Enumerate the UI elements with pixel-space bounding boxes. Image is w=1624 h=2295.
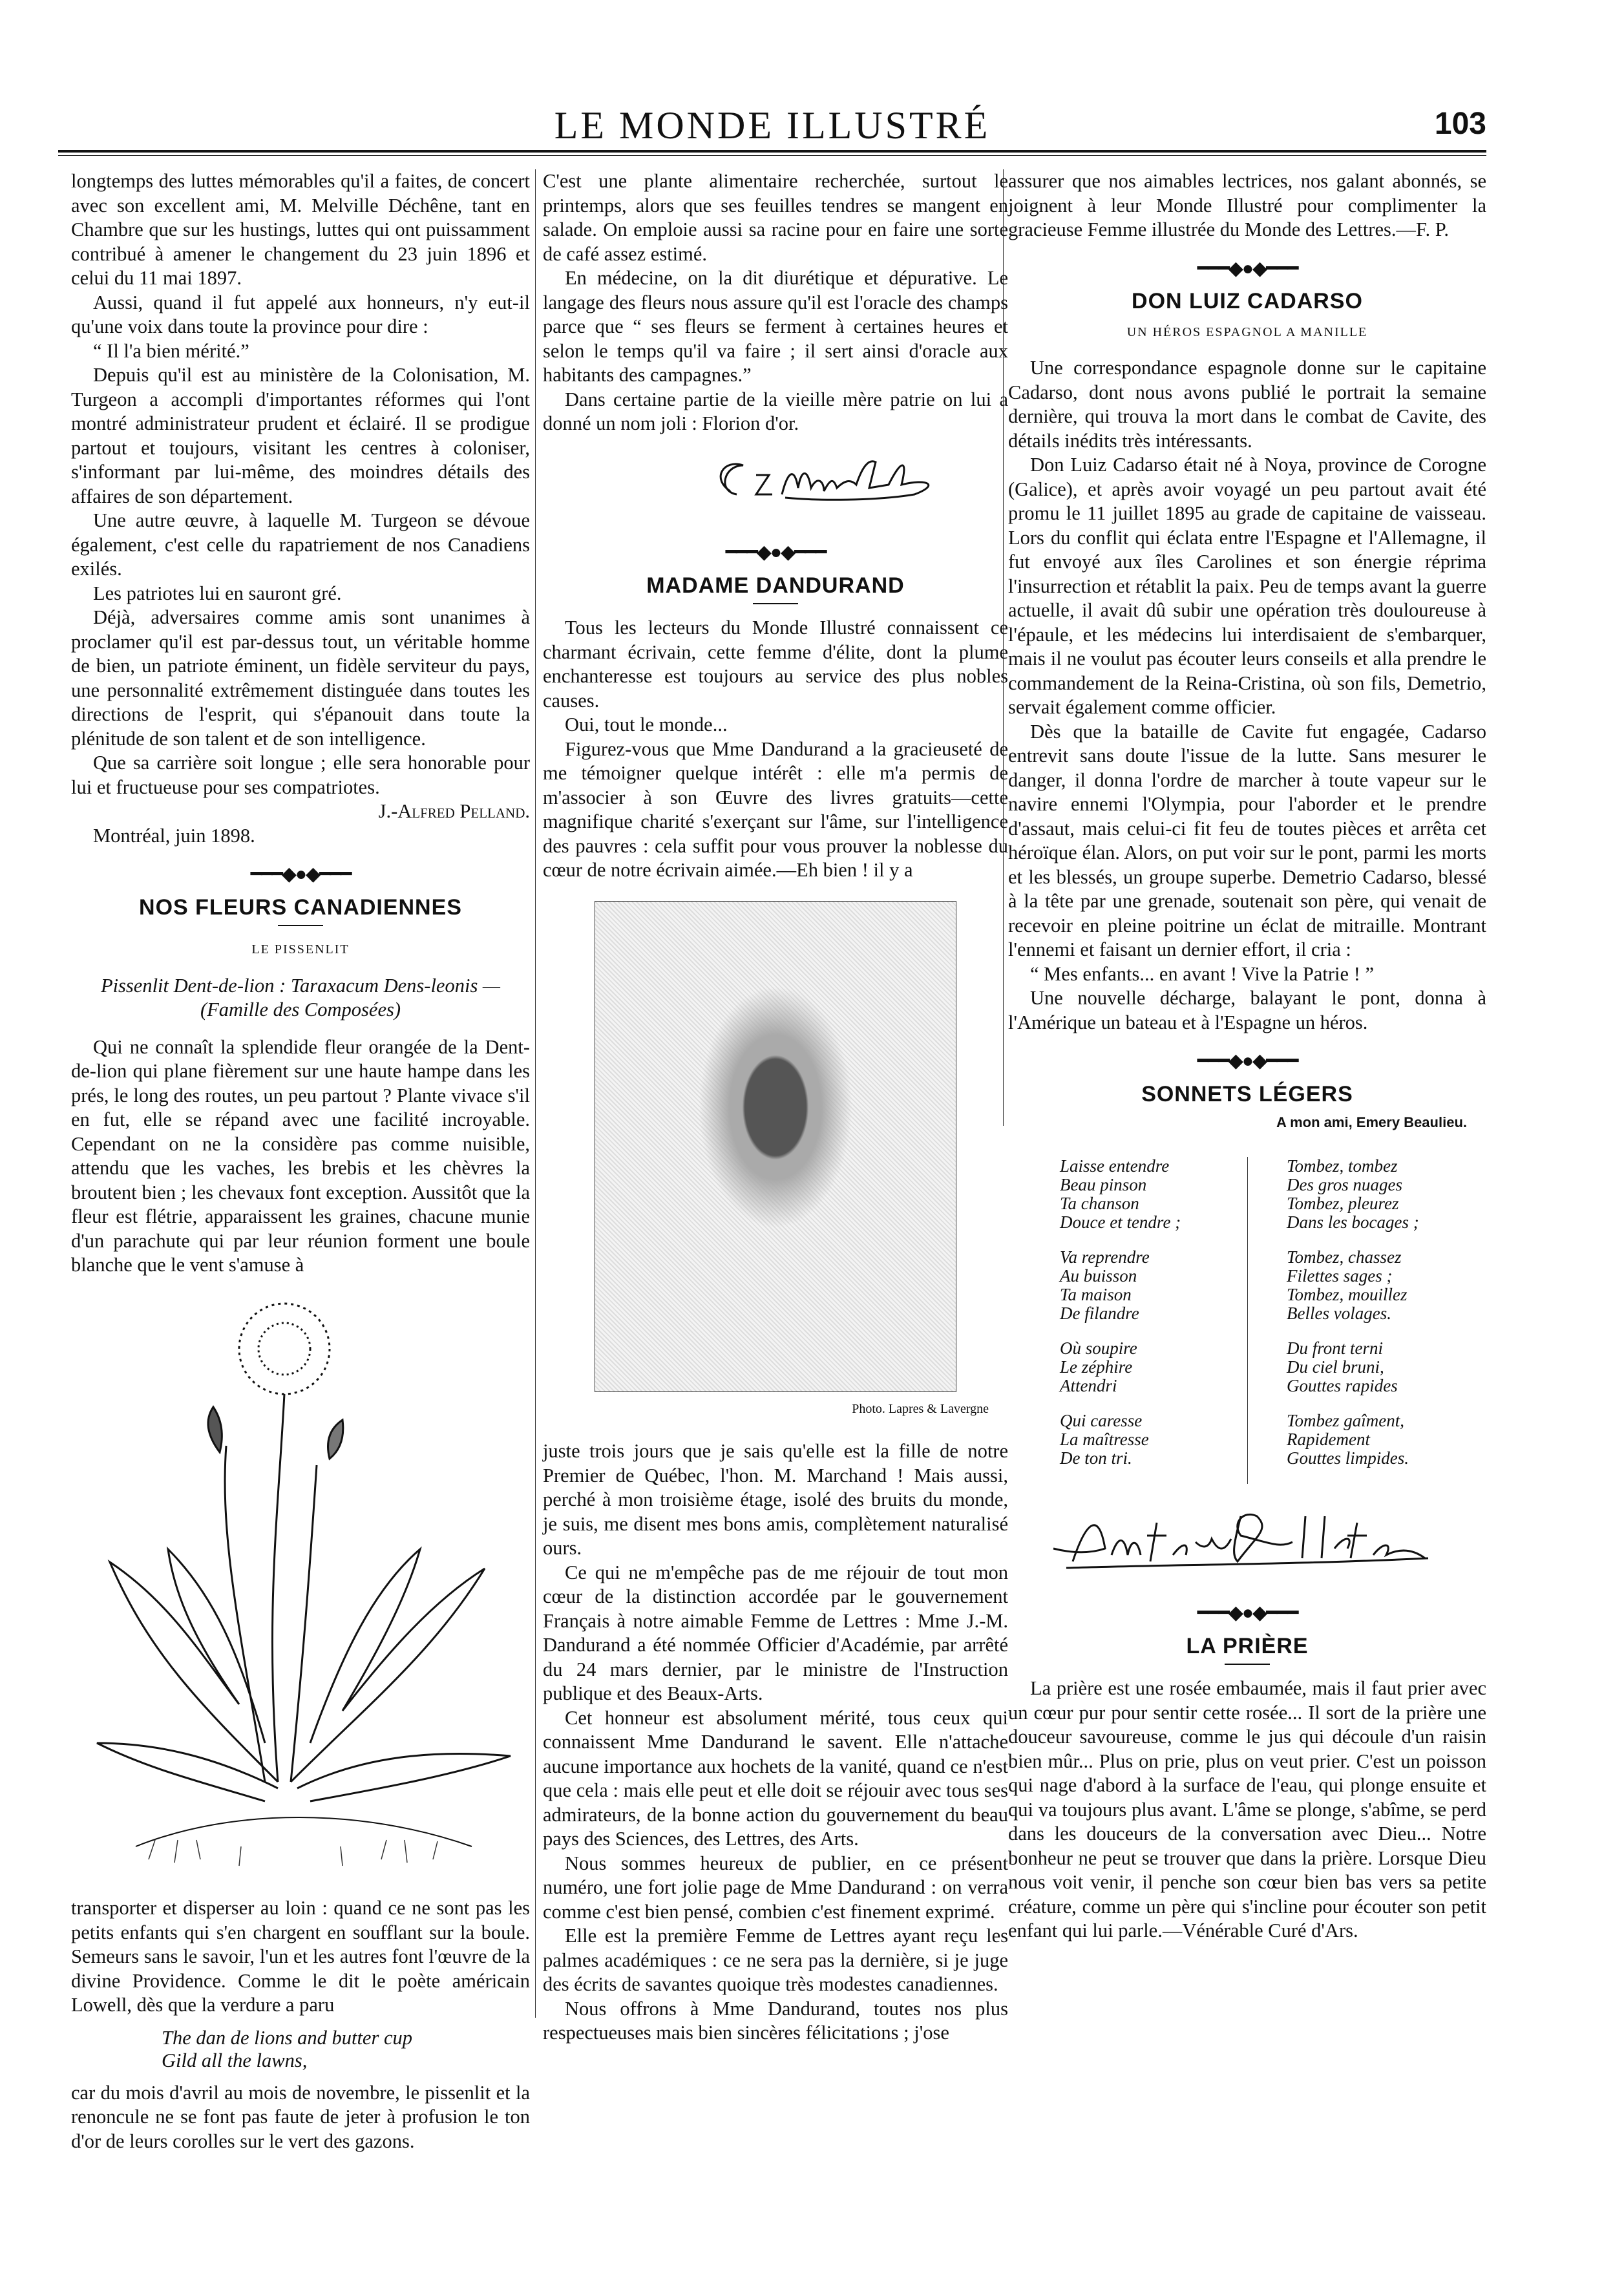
verse-line: Où soupire (1060, 1338, 1137, 1358)
paragraph: C'est une plante alimentaire recherchée, surtout le printemps, alors que ses feuilles tendres se mangent en salade. On emploie aussi sa racine pour en faire une sorte de café assez estimé. (543, 170, 1008, 265)
paragraph: juste trois jours que je sais qu'elle est la fille de notre Premier de Québec, l'hon. M. Marchand ! Mais aussi, perché à mon troisième étage, isolé des bruits du monde, je suis, me disent mes bons amis, complètement naturalisé ours. (543, 1440, 1008, 1559)
section-title: SONNETS LÉGERS (1141, 1081, 1353, 1106)
stanza (1287, 1157, 1486, 1232)
verse-line: Rapidement (1287, 1429, 1370, 1449)
section-title: NOS FLEURS CANADIENNES (139, 894, 462, 920)
section-subtitle: UN HÉROS ESPAGNOL A MANILLE (1126, 324, 1368, 339)
handwritten-signature-pelletier (1008, 1497, 1486, 1581)
paragraph: Tous les lecteurs du Monde Illustré connaissent ce charmant écrivain, cette femme d'élite, dont la plume enchanteresse est toujours au service des plus nobles causes. (543, 617, 1008, 712)
paragraph: En médecine, on la dit diurétique et dépurative. Le langage des fleurs nous assure qu'il est l'oracle des champs parce que “ ses fleurs se ferment à certaines heures et selon le temps qu'il va faire ; il sert ainsi d'oracle aux habitants des campagnes.” (543, 267, 1008, 386)
column-divider-1 (535, 169, 536, 2018)
stanza (1287, 1339, 1486, 1395)
verse-line: Des gros nuages (1287, 1174, 1402, 1194)
verse-line: Laisse entendre (1060, 1156, 1170, 1176)
title-rule (278, 925, 323, 926)
sonnet-left (1008, 1157, 1247, 1484)
verse-line: Beau pinson (1060, 1174, 1147, 1194)
title-rule (753, 603, 798, 604)
verse-line: Filettes sages ; (1287, 1265, 1393, 1285)
portrait-photo-dandurand (595, 901, 956, 1392)
verse-line: Au buisson (1060, 1265, 1137, 1285)
sonnet-right (1247, 1157, 1486, 1484)
dateline: Montréal, juin 1898. (93, 824, 255, 847)
stanza (1060, 1157, 1247, 1232)
verse-line: Dans les bocages ; (1287, 1212, 1419, 1232)
verse-line: Gild all the lawns, (162, 2049, 308, 2071)
header-rule (58, 150, 1486, 153)
ornament-divider: ━━━◆●◆━━━ (1197, 1602, 1298, 1623)
paragraph: Nous offrons à Mme Dandurand, toutes nos plus respectueuses mais bien sincères félicitations ; j'ose (543, 1997, 1008, 2044)
section-title: DON LUIZ CADARSO (1132, 289, 1363, 313)
masthead (58, 103, 1486, 149)
verse-line: Qui caresse (1060, 1410, 1143, 1430)
paragraph: transporter et disperser au loin : quand ce ne sont pas les petits enfants qui s'en chargent en soufflant sur la boule. Semeurs sans le savoir, l'un et les autres font l'œuvre de la divine Providence. Comme le dit le poète américain Lowell, dès que la verdure a paru (71, 1897, 530, 2016)
column-3 (1008, 169, 1486, 1943)
dandelion-illustration (71, 1291, 530, 1879)
paragraph: La prière est une rosée embaumée, mais il faut prier avec un cœur pur pour sentir cette rosée... Il sort de la prière une douceur savoureuse, comme le jus qui découle d'un raisin bien mûr... Plus on prie, plus on veut prier. C'est un poisson qui nage d'abord à la surface de l'eau, qui plonge ensuite et qui va toujours plus avant. L'âme se plonge, s'abîme, se perd dans les douceurs de la conversation avec Dieu... Notre bonheur ne peut se trouver que dans la prière. Lorsque Dieu nous voit venir, il penche son cœur bien bas vers sa petite créature, comme un père qui s'incline pour écouter son petit enfant qui lui parle.—Vénérable Curé d'Ars. (1008, 1677, 1486, 1941)
stanza (1060, 1339, 1247, 1395)
verse-line: Attendri (1060, 1375, 1117, 1395)
paragraph: Nous sommes heureux de publier, en ce présent numéro, une fort jolie page de Mme Dandurand : on verra comme c'est bien pensé, combien c'est finement exprimé. (543, 1852, 1008, 1923)
paragraph: Aussi, quand il fut appelé aux honneurs, n'y eut-il qu'une voix dans toute la province pour dire : (71, 291, 530, 337)
paragraph: Elle est la première Femme de Lettres ayant reçu les palmes académiques : ce ne sera pas la dernière, si je juge des écrits de savantes quoique très modestes canadiennes. (543, 1925, 1008, 1995)
photo-credit: Photo. Lapres & Lavergne (852, 1401, 989, 1416)
journal-title: LE MONDE ILLUSTRÉ (554, 104, 991, 147)
paragraph: “ Il l'a bien mérité.” (93, 339, 249, 362)
section-title: MADAME DANDURAND (646, 573, 905, 598)
section-title: LA PRIÈRE (1186, 1633, 1309, 1658)
paragraph: Que sa carrière soit longue ; elle sera honorable pour lui et fructueuse pour ses compatriotes. (71, 752, 530, 798)
paragraph: Don Luiz Cadarso était né à Noya, province de Corogne (Galice), et après avoir voyagé un peu partout avait été promu le 11 juillet 1895 au grade de capitaine de vaisseau. Lors du conflit qui éclata entre l'Espagne et l'Allemagne, il fut envoyé aux îles Carolines et son énergie réprima l'insurrection et rétablit la paix. Peu de temps avant la guerre actuelle, il avait dû subir une opération très douloureuse à l'épaule, et les médecins lui interdisaient de s'embarquer, mais il ne voulut pas écouter leurs conseils et alla prendre le commandement de la Reina-Cristina, où son fils, Demetrio, servait également comme officier. (1008, 454, 1486, 718)
handwritten-signature-massicotte (543, 436, 1008, 520)
verse-line: Tombez, mouillez (1287, 1284, 1408, 1304)
column-2 (543, 169, 1008, 2046)
verse-line: Tombez, tombez (1287, 1156, 1398, 1176)
stanza (1060, 1248, 1247, 1323)
verse-line: Belles volages. (1287, 1303, 1391, 1323)
stanza (1060, 1412, 1247, 1468)
verse-line: Gouttes limpides. (1287, 1448, 1409, 1468)
paragraph: Ce qui ne m'empêche pas de me réjouir de tout mon cœur de la distinction accordée par le gouvernement Français à notre aimable Femme de Lettres : Mme J.-M. Dandurand a été nommée Officier d'Académie, par arrêté du 24 mars dernier, par le ministre de l'Instruction publique et des Beaux-Arts. (543, 1561, 1008, 1704)
paragraph: Depuis qu'il est au ministère de la Colonisation, M. Turgeon a accompli d'importantes réformes qui l'ont montré administrateur prudent et éclairé. Il se prodigue partout et toujours, visitant les centres à coloniser, s'informant par lui-même, des moindres détails des affaires de son département. (71, 364, 530, 507)
paragraph: “ Mes enfants... en avant ! Vive la Patrie ! ” (1030, 962, 1375, 985)
ornament-divider: ━━━◆●◆━━━ (250, 863, 351, 885)
paragraph: Oui, tout le monde... (565, 714, 728, 735)
paragraph: Une nouvelle décharge, balayant le pont, donna à l'Amérique un bateau et à l'Espagne un héros. (1008, 987, 1486, 1033)
paragraph: assurer que nos aimables lectrices, nos galant abonnés, se joignent à leur Monde Illustré pour complimenter la gracieuse Femme illustrée du Monde des Lettres.—F. P. (1008, 170, 1486, 240)
stanza (1287, 1248, 1486, 1323)
verse-line: Du ciel bruni, (1287, 1357, 1384, 1377)
paragraph: Une correspondance espagnole donne sur le capitaine Cadarso, dont nous avons publié le portrait la semaine dernière, qui trouva la mort dans le combat de Cavite, des détails inédits très intéressants. (1008, 357, 1486, 452)
paragraph: Dès que la bataille de Cavite fut engagée, Cadarso entrevit sans doute l'issue de la lutte. Sans mesurer le danger, il donna l'ordre de marcher à toute vapeur sur le navire ennemi l'Olympia, pour l'aborder et le prendre d'assaut, mais celui-ci fit feu de toutes pièces et arrêta cet héroïque élan. Alors, on put voir sur le pont, parmi les morts et les blessés, un groupe superbe. Demetrio Cadarso, blessé à la tête par une grenade, soutenait son père, qui venait de recevoir en pleine poitrine un éclat de mitraille. Montrant l'ennemi et faisant un dernier effort, il cria : (1008, 720, 1486, 960)
ornament-divider: ━━━◆●◆━━━ (725, 542, 826, 563)
title-rule (1225, 1664, 1270, 1665)
verse-line: De filandre (1060, 1303, 1139, 1323)
verse-line: La maîtresse (1060, 1429, 1149, 1449)
verse-line: Va reprendre (1060, 1247, 1150, 1267)
column-1 (71, 169, 530, 2153)
verse-line: Ta maison (1060, 1284, 1132, 1304)
species-name: Pissenlit Dent-de-lion : Taraxacum Dens-leonis — (100, 974, 501, 997)
verse-line: Tombez, chassez (1287, 1247, 1402, 1267)
paragraph: car du mois d'avril au mois de novembre, le pissenlit et la renoncule ne se font pas faute de jeter à profusion le ton d'or de leurs corolles sur le vert des gazons. (71, 2081, 530, 2152)
section-subtitle: LE PISSENLIT (251, 942, 350, 957)
dedication: A mon ami, Emery Beaulieu. (1276, 1114, 1467, 1130)
verse-line: Tombez, pleurez (1287, 1193, 1399, 1213)
paragraph: longtemps des luttes mémorables qu'il a faites, de concert avec son excellent ami, M. Melville Déchêne, tant en Chambre que sur les hustings, luttes qui ont puissamment contribué à amener le changement du 23 juin 1896 et celui du 11 mai 1897. (71, 170, 530, 289)
quoted-verse (162, 2027, 530, 2072)
verse-line: Ta chanson (1060, 1193, 1139, 1213)
verse-line: De ton tri. (1060, 1448, 1132, 1468)
stanza (1287, 1412, 1486, 1468)
paragraph: Déjà, adversaires comme amis sont unanimes à proclamer qu'il est par-dessus tout, un véritable homme de bien, un patriote éminent, un fidèle serviteur du pays, une personnalité extrêmement distinguée dans toutes les directions de l'esprit, qui s'épanouit dans toute la plénitude de son talent et de son intelligence. (71, 606, 530, 750)
species-family: (Famille des Composées) (200, 999, 401, 1021)
header-rule-thin (58, 155, 1486, 156)
paragraph: Une autre œuvre, à laquelle M. Turgeon se dévoue également, c'est celle du rapatriement de nos Canadiens exilés. (71, 509, 530, 580)
verse-line: Tombez gaîment, (1287, 1410, 1405, 1430)
paragraph: Cet honneur est absolument mérité, tous ceux qui connaissent Mme Dandurand le savent. Elle n'attache aucune importance aux hochets de la vanité, quand ce n'est que cela : mais elle peut et elle doit se réjouir avec tous ses admirateurs, de la bonne action du gouvernement du beau pays des Sciences, des Lettres, des Arts. (543, 1706, 1008, 1850)
author-signature: J.-Alfred Pelland. (378, 800, 530, 822)
verse-line: Du front terni (1287, 1338, 1384, 1358)
paragraph: Figurez-vous que Mme Dandurand a la gracieuseté de me témoigner quelque intérêt : elle m'a permis de m'associer à son Œuvre des livres gratuits—cette magnifique charité s'exerçant sur l'âme, sur l'intelligence des pauvres : cela suffit pour vous prouver la noblesse du cœur de notre écrivain aimée.—Eh bien ! il y a (543, 737, 1008, 881)
verse-line: The dan de lions and butter cup (162, 2026, 412, 2049)
page-number: 103 (1434, 107, 1486, 141)
ornament-divider: ━━━◆●◆━━━ (1197, 257, 1298, 279)
verse-line: Douce et tendre ; (1060, 1212, 1181, 1232)
verse-line: Le zéphire (1060, 1357, 1133, 1377)
paragraph: Qui ne connaît la splendide fleur orangée de la Dent-de-lion qui plane fièrement sur une haute hampe dans les prés, le long des routes, un peu partout ? Plante vivace s'il en fut, elle se répand avec une facilité incroyable. Cependant on ne la considère pas comme nuisible, attendu que les vaches, les brebis et les chèvres la broutent bien ; les chevaux font exception. Aussitôt que la fleur est flétrie, apparaissent les graines, chacune munie d'un parachute qui par leur réunion forment une boule blanche que le vent s'amuse à (71, 1035, 530, 1276)
ornament-divider: ━━━◆●◆━━━ (1197, 1050, 1298, 1072)
paragraph: Dans certaine partie de la vieille mère patrie on lui a donné un nom joli : Florion d'or. (543, 388, 1008, 434)
paragraph: Les patriotes lui en sauront gré. (93, 582, 342, 604)
sonnet-block (1008, 1157, 1486, 1484)
verse-line: Gouttes rapides (1287, 1375, 1398, 1395)
